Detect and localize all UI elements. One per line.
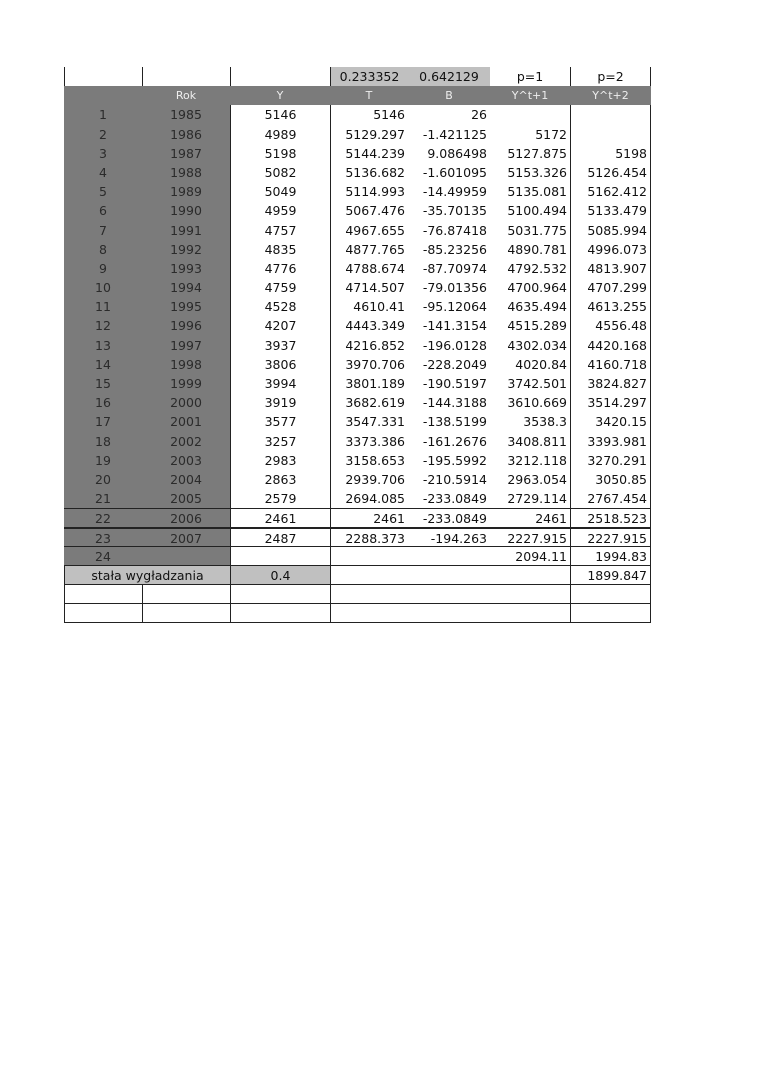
row-year[interactable]: 2001 (142, 412, 230, 431)
row-year[interactable]: 1999 (142, 374, 230, 393)
row-number[interactable]: 10 (64, 278, 142, 297)
row-y-value[interactable]: 3937 (230, 336, 330, 355)
row-forecast-p1[interactable]: 3408.811 (507, 433, 567, 449)
row-forecast-p1[interactable]: 5153.326 (507, 164, 567, 180)
row-year[interactable]: 2004 (142, 470, 230, 489)
row-forecast-p1[interactable]: 4515.289 (507, 318, 567, 334)
table-row (64, 201, 652, 220)
row-forecast-p1[interactable]: 5135.081 (507, 184, 567, 200)
row-y-value[interactable]: 4776 (230, 259, 330, 278)
row-number[interactable]: 9 (64, 259, 142, 278)
param-empty-y[interactable] (230, 67, 330, 86)
row-forecast-p2[interactable]: 3420.15 (570, 412, 651, 431)
row-y-value[interactable]: 3919 (230, 393, 330, 412)
row-y-value[interactable]: 5082 (230, 163, 330, 182)
row24-lp[interactable]: 24 (64, 547, 142, 566)
row-y-value[interactable]: 5049 (230, 182, 330, 201)
row24-p2[interactable]: 1994.83 (570, 547, 651, 566)
table-row (64, 125, 652, 144)
row-number[interactable]: 12 (64, 316, 142, 335)
row-number[interactable]: 13 (64, 336, 142, 355)
p1-label[interactable]: p=1 (516, 69, 544, 84)
table-row (64, 508, 652, 527)
blank-cell[interactable] (230, 604, 330, 623)
row-t-value[interactable]: 4610.41 (330, 297, 408, 316)
table-row (64, 105, 652, 124)
row-t-value[interactable]: 5136.682 (330, 163, 408, 182)
row-t-value[interactable]: 4714.507 (330, 278, 408, 297)
row-year[interactable]: 2006 (142, 508, 230, 527)
row-t-value[interactable]: 2288.373 (330, 528, 408, 547)
row-forecast-p1[interactable]: 3212.118 (507, 452, 567, 468)
blank-cell[interactable] (142, 585, 230, 604)
row-year[interactable]: 2005 (142, 489, 230, 508)
row-y-value[interactable]: 2579 (230, 489, 330, 508)
parameter-row (64, 67, 652, 86)
row-y-value[interactable]: 4835 (230, 240, 330, 259)
row-year[interactable]: 2003 (142, 451, 230, 470)
blank-cell[interactable] (142, 604, 230, 623)
row-b-value[interactable]: 26 (471, 107, 487, 123)
alpha-cell[interactable]: 0.233352 (330, 67, 408, 86)
row-forecast-p1[interactable]: 5127.875 (507, 145, 567, 161)
row-t-value[interactable]: 3158.653 (330, 451, 408, 470)
row-year[interactable]: 2002 (142, 432, 230, 451)
row-forecast-p1[interactable] (490, 105, 570, 124)
row-b-value[interactable]: 9.086498 (427, 145, 487, 161)
row-forecast-p2[interactable]: 5162.412 (570, 182, 651, 201)
row-year[interactable]: 1993 (142, 259, 230, 278)
row-number[interactable]: 20 (64, 470, 142, 489)
row-year[interactable]: 1995 (142, 297, 230, 316)
row-b-value[interactable]: -233.0849 (422, 491, 487, 507)
row-forecast-p2[interactable]: 2518.523 (570, 508, 651, 527)
table-row (64, 316, 652, 335)
row-b-value[interactable]: -141.3154 (422, 318, 487, 334)
row-number[interactable]: 16 (64, 393, 142, 412)
row-number[interactable]: 6 (64, 201, 142, 220)
row-b-value[interactable]: -194.263 (408, 528, 490, 547)
row-year[interactable]: 1996 (142, 316, 230, 335)
row-t-value[interactable]: 3682.619 (330, 393, 408, 412)
table-row (64, 182, 652, 201)
row-y-value[interactable]: 3577 (230, 412, 330, 431)
row-number[interactable]: 22 (64, 508, 142, 527)
row-forecast-p1[interactable]: 4792.532 (507, 260, 567, 276)
row-y-value[interactable]: 4989 (230, 125, 330, 144)
row-t-value[interactable]: 5146 (330, 105, 408, 124)
blank-cell[interactable] (330, 585, 570, 604)
row-b-value[interactable]: -233.0849 (408, 508, 490, 527)
header-rok[interactable]: Rok (142, 86, 230, 105)
row-b-value[interactable]: -144.3188 (422, 395, 487, 411)
table-row (64, 278, 652, 297)
table-row (64, 412, 652, 431)
row-t-value[interactable]: 5144.239 (330, 144, 408, 163)
header-t[interactable]: T (330, 86, 408, 105)
row-forecast-p2[interactable]: 3050.85 (570, 470, 651, 489)
blank-row (64, 604, 652, 623)
row-b-value[interactable]: -35.70135 (422, 203, 487, 219)
row-number[interactable]: 5 (64, 182, 142, 201)
row-year[interactable]: 2007 (142, 528, 230, 547)
row-b-value[interactable]: -190.5197 (422, 376, 487, 391)
row-year[interactable]: 1992 (142, 240, 230, 259)
row-forecast-p2[interactable] (570, 105, 651, 124)
row-year[interactable]: 1998 (142, 355, 230, 374)
row-number[interactable]: 1 (64, 105, 142, 124)
row-t-value[interactable]: 2694.085 (330, 489, 408, 508)
row-year[interactable]: 1988 (142, 163, 230, 182)
row-year[interactable]: 1994 (142, 278, 230, 297)
blank-cell[interactable] (64, 604, 142, 623)
row-year[interactable]: 2000 (142, 393, 230, 412)
row-b-value[interactable]: -138.5199 (422, 414, 487, 430)
spreadsheet-table (64, 67, 652, 623)
row-b-value[interactable]: -228.2049 (422, 356, 487, 372)
row-forecast-p1[interactable]: 2461 (490, 508, 570, 527)
table-row (64, 355, 652, 374)
smoothing-p2[interactable]: 1899.847 (570, 566, 651, 585)
row-number[interactable]: 15 (64, 374, 142, 393)
row-number[interactable]: 3 (64, 144, 142, 163)
row-number[interactable]: 14 (64, 355, 142, 374)
row-forecast-p2[interactable]: 4420.168 (570, 336, 651, 355)
row-forecast-p1[interactable]: 2963.054 (507, 471, 567, 487)
row-forecast-p1[interactable]: 5031.775 (507, 222, 567, 238)
row-y-value[interactable]: 4757 (230, 221, 330, 240)
row-number[interactable]: 2 (64, 125, 142, 144)
row-forecast-p2[interactable]: 4813.907 (570, 259, 651, 278)
row-number[interactable]: 21 (64, 489, 142, 508)
row-number[interactable]: 19 (64, 451, 142, 470)
row-number[interactable]: 7 (64, 221, 142, 240)
row-forecast-p1[interactable]: 4020.84 (515, 356, 567, 372)
row24-rok[interactable] (142, 547, 230, 566)
row-forecast-p1[interactable]: 3610.669 (507, 395, 567, 411)
row-y-value[interactable]: 5198 (230, 144, 330, 163)
table-row (64, 393, 652, 412)
row-forecast-p1[interactable]: 5100.494 (507, 203, 567, 219)
row-year[interactable]: 1997 (142, 336, 230, 355)
row-b-value[interactable]: -87.70974 (422, 260, 487, 276)
row-forecast-p2[interactable]: 4160.718 (570, 355, 651, 374)
row-y-value[interactable]: 4759 (230, 278, 330, 297)
row-y-value[interactable]: 3257 (230, 432, 330, 451)
row-year[interactable]: 1991 (142, 221, 230, 240)
row-y-value[interactable]: 2461 (230, 508, 330, 527)
row-forecast-p1[interactable]: 2227.915 (490, 528, 570, 547)
smoothing-label[interactable]: stała wygładzania (64, 566, 230, 585)
row-forecast-p2[interactable] (570, 125, 651, 144)
row-number[interactable]: 18 (64, 432, 142, 451)
row-number[interactable]: 8 (64, 240, 142, 259)
blank-cell[interactable] (230, 585, 330, 604)
row-forecast-p1[interactable]: 4302.034 (507, 337, 567, 353)
row-number[interactable]: 11 (64, 297, 142, 316)
row24-y[interactable] (230, 547, 330, 566)
row-forecast-p2[interactable]: 3393.981 (570, 432, 651, 451)
row-forecast-p2[interactable]: 4613.255 (570, 297, 651, 316)
row-y-value[interactable]: 2487 (230, 528, 330, 547)
row-forecast-p2[interactable]: 5198 (570, 144, 651, 163)
row-b-value[interactable]: -85.23256 (422, 241, 487, 257)
row-y-value[interactable]: 4207 (230, 316, 330, 335)
row-t-value[interactable]: 3801.189 (330, 374, 408, 393)
row-forecast-p2[interactable]: 2767.454 (570, 489, 651, 508)
row-forecast-p1[interactable]: 2729.114 (507, 491, 567, 507)
data-rows (64, 105, 652, 546)
blank-cell[interactable] (64, 585, 142, 604)
row-forecast-p2[interactable]: 3824.827 (570, 374, 651, 393)
row-number[interactable]: 17 (64, 412, 142, 431)
row-forecast-p2[interactable]: 5085.994 (570, 221, 651, 240)
header-p2[interactable]: Y^t+2 (570, 86, 651, 105)
header-y[interactable]: Y (230, 86, 330, 105)
row-b-value[interactable]: -195.5992 (422, 452, 487, 468)
row-t-value[interactable]: 4967.655 (330, 221, 408, 240)
header-p1[interactable]: Y^t+1 (490, 86, 570, 105)
row-forecast-p2[interactable]: 5126.454 (570, 163, 651, 182)
row-t-value[interactable]: 3373.386 (330, 432, 408, 451)
row-year[interactable]: 1989 (142, 182, 230, 201)
table-row (64, 470, 652, 489)
row-y-value[interactable]: 4959 (230, 201, 330, 220)
row-y-value[interactable]: 4528 (230, 297, 330, 316)
header-b[interactable]: B (408, 86, 490, 105)
table-row (64, 451, 652, 470)
header-lp[interactable] (64, 86, 142, 105)
row-b-value[interactable]: -1.601095 (422, 164, 487, 180)
row-forecast-p2[interactable]: 4707.299 (570, 278, 651, 297)
row-y-value[interactable]: 3994 (230, 374, 330, 393)
beta-cell[interactable]: 0.642129 (408, 67, 490, 86)
row-t-value[interactable]: 2939.706 (330, 470, 408, 489)
row-forecast-p1[interactable]: 4700.964 (507, 280, 567, 296)
blank-cell[interactable] (570, 604, 651, 623)
row-t-value[interactable]: 5129.297 (330, 125, 408, 144)
param-empty-rok[interactable] (142, 67, 230, 86)
smoothing-value[interactable]: 0.4 (230, 566, 330, 585)
row-y-value[interactable]: 3806 (230, 355, 330, 374)
table-row (64, 528, 652, 547)
row-forecast-p2[interactable]: 3270.291 (570, 451, 651, 470)
row-t-value[interactable]: 5067.476 (330, 201, 408, 220)
row-forecast-p2[interactable]: 4996.073 (570, 240, 651, 259)
row-year[interactable]: 1987 (142, 144, 230, 163)
blank-cell[interactable] (570, 585, 651, 604)
table-row (64, 297, 652, 316)
row-forecast-p1[interactable]: 3742.501 (507, 376, 567, 391)
forecast-row-24 (64, 547, 652, 566)
row-forecast-p1[interactable]: 3538.3 (523, 414, 567, 430)
table-row (64, 240, 652, 259)
row-y-value[interactable]: 5146 (230, 105, 330, 124)
table-row (64, 144, 652, 163)
table-row (64, 259, 652, 278)
table-row (64, 221, 652, 240)
row-t-value[interactable]: 2461 (330, 508, 408, 527)
row-b-value[interactable]: -210.5914 (422, 471, 487, 487)
row-b-value[interactable]: -79.01356 (422, 280, 487, 296)
row-b-value[interactable]: -14.49959 (422, 184, 487, 200)
row-forecast-p1[interactable]: 4890.781 (507, 241, 567, 257)
row-forecast-p2[interactable]: 4556.48 (570, 316, 651, 335)
row-t-value[interactable]: 3547.331 (330, 412, 408, 431)
row-year[interactable]: 1990 (142, 201, 230, 220)
header-row (64, 86, 652, 105)
row-t-value[interactable]: 4788.674 (330, 259, 408, 278)
row-y-value[interactable]: 2863 (230, 470, 330, 489)
row24-p1[interactable]: 2094.11 (490, 547, 570, 566)
row-t-value[interactable]: 4877.765 (330, 240, 408, 259)
row-year[interactable]: 1986 (142, 125, 230, 144)
blank-cell[interactable] (330, 604, 570, 623)
row-t-value[interactable]: 5114.993 (330, 182, 408, 201)
row-b-value[interactable]: -95.12064 (422, 299, 487, 315)
row-y-value[interactable]: 2983 (230, 451, 330, 470)
row-year[interactable]: 1985 (142, 105, 230, 124)
param-empty-lp[interactable] (64, 67, 142, 86)
blank-row (64, 585, 652, 604)
row-t-value[interactable]: 3970.706 (330, 355, 408, 374)
row-b-value[interactable]: -1.421125 (422, 126, 487, 142)
table-row (64, 336, 652, 355)
row-number[interactable]: 4 (64, 163, 142, 182)
p2-label[interactable]: p=2 (570, 67, 651, 86)
row-forecast-p2[interactable]: 2227.915 (570, 528, 651, 547)
row-b-value[interactable]: -76.87418 (422, 222, 487, 238)
row-number[interactable]: 23 (64, 528, 142, 547)
row-t-value[interactable]: 4443.349 (330, 316, 408, 335)
smoothing-row (64, 566, 652, 585)
smoothing-empty[interactable] (330, 566, 570, 585)
table-row (64, 374, 652, 393)
row-t-value[interactable]: 4216.852 (330, 336, 408, 355)
row-forecast-p1[interactable]: 5172 (535, 126, 567, 142)
row-forecast-p2[interactable]: 5133.479 (570, 201, 651, 220)
row-b-value[interactable]: -196.0128 (422, 337, 487, 353)
row-b-value[interactable]: -161.2676 (422, 433, 487, 449)
row-forecast-p1[interactable]: 4635.494 (507, 299, 567, 315)
table-row (64, 432, 652, 451)
table-row (64, 489, 652, 508)
row-forecast-p2[interactable]: 3514.297 (570, 393, 651, 412)
table-row (64, 163, 652, 182)
